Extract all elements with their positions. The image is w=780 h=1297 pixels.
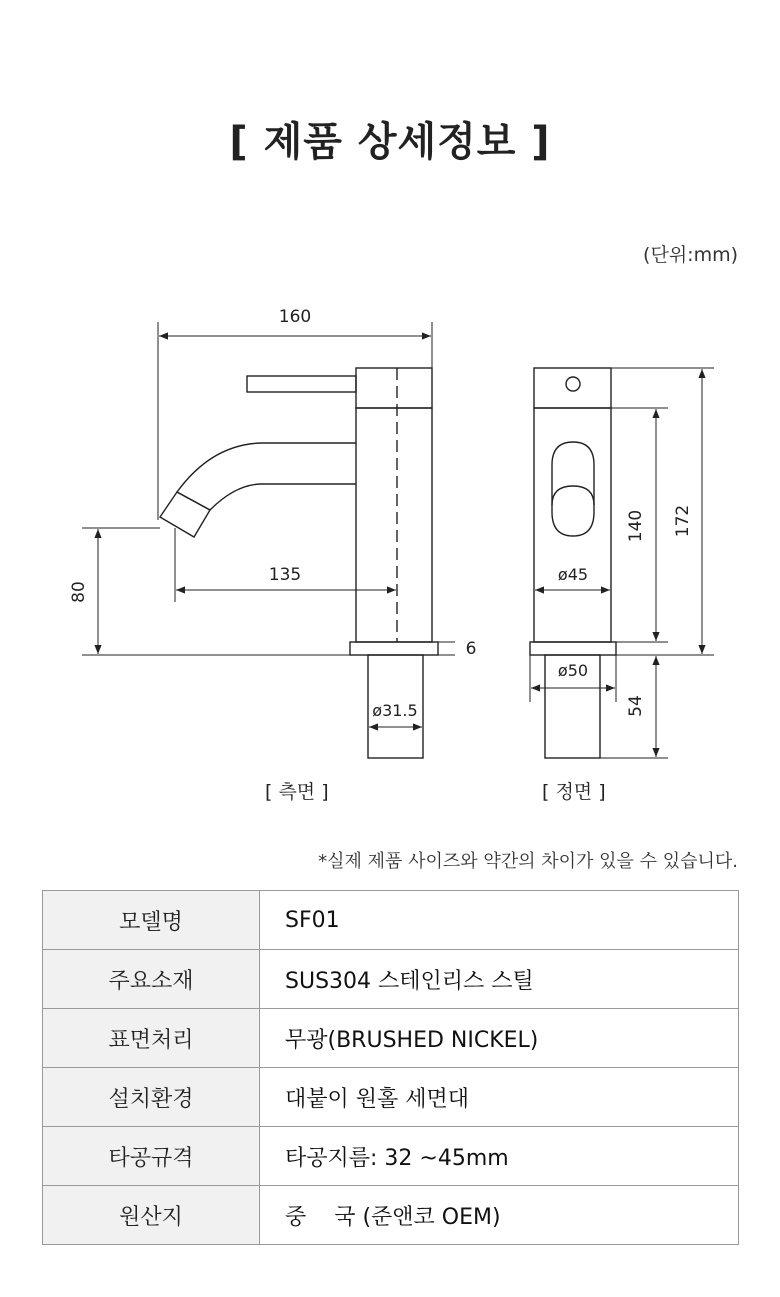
dim-shank-dia: ø31.5 [372, 701, 418, 720]
spec-key: 설치환경 [43, 1068, 260, 1127]
dim-base-dia: ø50 [557, 661, 589, 680]
spec-value: 무광(BRUSHED NICKEL) [260, 1009, 739, 1068]
spec-key: 주요소재 [43, 950, 260, 1009]
side-body [356, 408, 432, 642]
technical-drawing [0, 290, 780, 770]
spec-key: 원산지 [43, 1186, 260, 1245]
dim-spout-height-80: 80 [69, 581, 89, 603]
spec-key: 표면처리 [43, 1009, 260, 1068]
side-dimensions [82, 322, 455, 727]
front-dimensions [530, 368, 714, 758]
unit-label: (단위:mm) [643, 244, 738, 266]
front-view-label: [ 정면 ] [542, 781, 606, 803]
dim-shank-length-54: 54 [626, 695, 646, 717]
table-row [43, 1186, 739, 1245]
spec-value: 대붙이 원홀 세면대 [260, 1068, 739, 1127]
dim-body-height-140: 140 [626, 509, 646, 543]
spec-value: 중 국 (준앤코 OEM) [260, 1186, 739, 1245]
table-row [43, 1009, 739, 1068]
table-row [43, 1068, 739, 1127]
disclaimer-note: *실제 제품 사이즈와 약간의 차이가 있을 수 있습니다. [318, 851, 738, 872]
page-title: [ 제품 상세정보 ] [229, 119, 551, 165]
spec-key: 타공규격 [43, 1127, 260, 1186]
side-base-plate [350, 642, 438, 655]
table-row [43, 950, 739, 1009]
front-handle-hole [566, 377, 580, 391]
side-handle-cap [356, 368, 432, 408]
dim-reach-135: 135 [268, 565, 302, 585]
front-body [534, 408, 611, 642]
dim-total-height-172: 172 [673, 504, 693, 538]
dim-body-dia: ø45 [557, 565, 589, 584]
dim-width-160: 160 [278, 307, 312, 327]
spec-table [42, 890, 739, 1245]
dim-base-6: 6 [465, 639, 477, 659]
side-view [160, 368, 438, 758]
side-aerator [160, 492, 210, 537]
front-handle-knob [552, 486, 594, 505]
spec-value: SF01 [260, 891, 739, 950]
side-view-label: [ 측면 ] [265, 781, 329, 803]
spec-value: 타공지름: 32 ~45mm [260, 1127, 739, 1186]
table-row [43, 1127, 739, 1186]
front-handle-cap [534, 368, 611, 408]
front-base-plate [530, 642, 616, 655]
side-handle-lever [247, 376, 356, 392]
spec-key: 모델명 [43, 891, 260, 950]
front-view [530, 368, 616, 758]
side-spout [177, 443, 356, 510]
table-row [43, 891, 739, 950]
spec-value: SUS304 스테인리스 스틸 [260, 950, 739, 1009]
